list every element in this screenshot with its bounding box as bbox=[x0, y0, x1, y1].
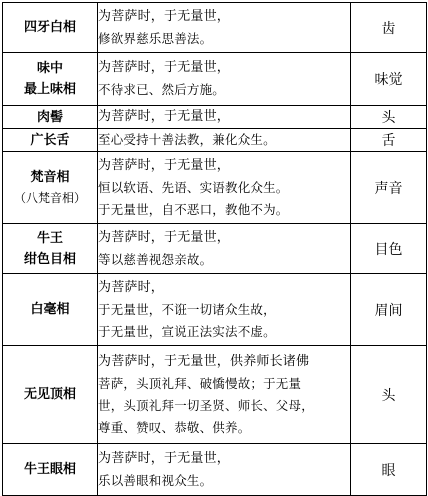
body-part-cell bbox=[351, 129, 427, 152]
cause-line: 为菩萨时，于无量世，供养师长诸佛 bbox=[98, 353, 310, 369]
table-row bbox=[3, 3, 427, 53]
mark-name: 肉髻 bbox=[36, 109, 63, 125]
cause-line: 尊重、赞叹、恭敬、供养。 bbox=[98, 419, 251, 435]
cause-line: 至心受持十善法教，兼化众生。 bbox=[98, 132, 276, 147]
body-part: 眉间 bbox=[374, 302, 403, 319]
body-part-cell bbox=[351, 444, 427, 496]
mark-name-cell bbox=[3, 346, 98, 444]
cause-line: 乐以善眼和视众生。 bbox=[98, 472, 213, 488]
cause-line: 世，头顶礼拜一切圣贤、师长、父母， bbox=[98, 397, 314, 413]
cause-line: 修欲界慈乐思善法。 bbox=[98, 30, 213, 46]
cause-line: 为菩萨时，于无量世， bbox=[98, 109, 231, 124]
body-part: 头 bbox=[381, 387, 396, 404]
body-part-cell bbox=[351, 3, 427, 53]
mark-name: 最上味相 bbox=[23, 82, 76, 97]
table-row bbox=[3, 444, 427, 496]
table-row bbox=[3, 274, 427, 346]
cause-line: 为菩萨时， bbox=[98, 279, 165, 295]
cause-line: 于无量世，自不恶口，教他不为。 bbox=[98, 201, 289, 217]
mark-name-cell bbox=[3, 274, 98, 346]
cause-line: 为菩萨时，于无量世， bbox=[98, 157, 231, 173]
mark-name: 牛王眼相 bbox=[23, 462, 76, 477]
mark-name: 无见顶相 bbox=[23, 387, 76, 402]
mark-name: 绀色目相 bbox=[23, 251, 76, 267]
body-part: 味觉 bbox=[374, 72, 403, 88]
mark-cause-cell bbox=[98, 53, 351, 106]
mark-name: 梵音相 bbox=[30, 169, 70, 185]
mark-name: 广长舌 bbox=[30, 132, 70, 148]
table-row bbox=[3, 346, 427, 444]
table-row bbox=[3, 53, 427, 106]
table-row bbox=[3, 106, 427, 129]
mark-name: 白毫相 bbox=[30, 302, 70, 317]
cause-line: 于无量世，宣说正法实法不虚。 bbox=[98, 323, 276, 339]
cause-line: 为菩萨时，于无量世， bbox=[98, 60, 231, 75]
mark-cause-cell bbox=[98, 3, 351, 53]
body-part-cell bbox=[351, 224, 427, 274]
body-part-cell bbox=[351, 274, 427, 346]
mark-name: 四牙白相 bbox=[23, 20, 76, 35]
body-part-cell bbox=[351, 106, 427, 129]
mark-name-cell bbox=[3, 106, 98, 129]
body-part: 头 bbox=[381, 110, 396, 126]
mark-cause-cell bbox=[98, 152, 351, 224]
mark-name-cell bbox=[3, 129, 98, 152]
mark-name-cell bbox=[3, 3, 98, 53]
mark-cause-cell bbox=[98, 129, 351, 152]
cause-line: 为菩萨时，于无量世， bbox=[98, 8, 231, 24]
mark-name: 味中 bbox=[36, 61, 63, 76]
table-row bbox=[3, 152, 427, 224]
table-row bbox=[3, 129, 427, 152]
mark-name-cell bbox=[3, 444, 98, 496]
cause-line: 于无量世，不诳一切诸众生故， bbox=[98, 301, 276, 317]
cause-line: 不待求已、然后方施。 bbox=[98, 82, 226, 97]
cause-line: 菩萨，头顶礼拜、破憍慢故；于无量 bbox=[98, 375, 302, 391]
cause-line: 恒以软语、先语、实语教化众生。 bbox=[98, 179, 289, 195]
mark-name-cell bbox=[3, 152, 98, 224]
body-part: 眼 bbox=[381, 462, 396, 479]
mark-name-alt: （八梵音相） bbox=[13, 190, 86, 205]
body-part-cell bbox=[351, 53, 427, 106]
mark-cause-cell bbox=[98, 224, 351, 274]
table-row bbox=[3, 224, 427, 274]
cause-line: 为菩萨时，于无量世， bbox=[98, 450, 231, 466]
mark-name: 牛王 bbox=[36, 230, 63, 246]
marks-table bbox=[2, 2, 427, 496]
mark-cause-cell bbox=[98, 346, 351, 444]
cause-line: 为菩萨时，于无量世， bbox=[98, 229, 231, 245]
body-part: 舌 bbox=[381, 133, 396, 149]
cause-line: 等以慈善视怨亲故。 bbox=[98, 251, 213, 267]
mark-cause-cell bbox=[98, 106, 351, 129]
mark-cause-cell bbox=[98, 274, 351, 346]
body-part: 目色 bbox=[374, 241, 403, 258]
body-part-cell bbox=[351, 152, 427, 224]
body-part: 声音 bbox=[374, 180, 403, 197]
mark-cause-cell bbox=[98, 444, 351, 496]
mark-name-cell bbox=[3, 224, 98, 274]
body-part: 齿 bbox=[381, 20, 396, 37]
mark-name-cell bbox=[3, 53, 98, 106]
body-part-cell bbox=[351, 346, 427, 444]
